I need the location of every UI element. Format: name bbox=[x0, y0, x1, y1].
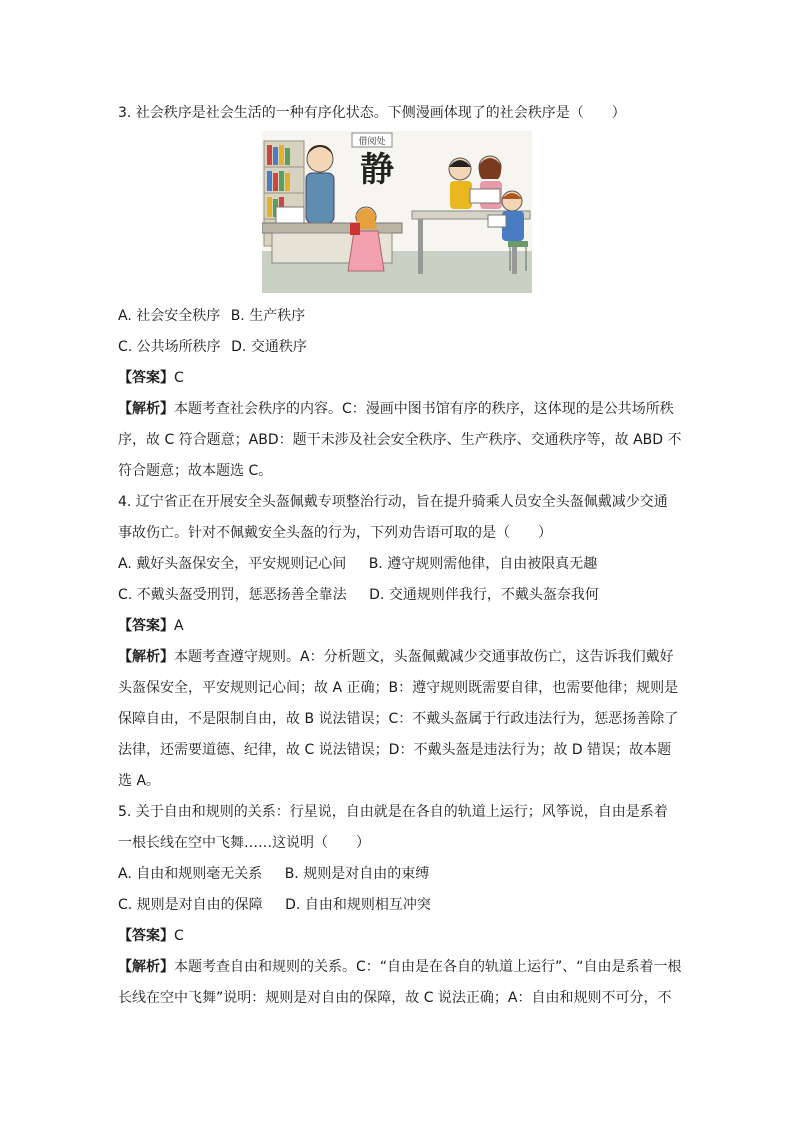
q3-option-d[interactable]: D. 交通秩序 bbox=[231, 339, 307, 355]
answer-value: C bbox=[174, 928, 184, 944]
analysis-line: 符合题意；故本题选 C。 bbox=[118, 463, 273, 479]
q4-stem-line: 4. 辽宁省正在开展安全头盔佩戴专项整治行动，旨在提升骑乘人员安全头盔佩戴减少交通 bbox=[118, 494, 668, 510]
analysis-line: 序，故 C 符合题意；ABD：题干未涉及社会安全秩序、生产秩序、交通秩序等，故 ABD 不 bbox=[118, 432, 682, 448]
analysis-line: 选 A。 bbox=[118, 773, 161, 789]
q5-answer bbox=[118, 921, 678, 952]
q3-stem: 3. 社会秩序是社会生活的一种有序化状态。下侧漫画体现了的社会秩序是（ ） bbox=[118, 105, 626, 121]
q4-option-b[interactable]: B. 遵守规则需他律，自由被限真无趣 bbox=[368, 556, 598, 572]
quiet-character: 静 bbox=[360, 150, 394, 190]
sign-text: 借阅处 bbox=[358, 137, 386, 147]
q4-stem-line: 事故伤亡。针对不佩戴安全头盔的行为，下列劝告语可取的是（ ） bbox=[118, 525, 552, 541]
analysis-tag: 【解析】 bbox=[118, 959, 174, 975]
analysis-tag: 【解析】 bbox=[118, 649, 174, 665]
q3-option-a[interactable]: A. 社会安全秩序 bbox=[118, 308, 221, 324]
q5-options-row-1 bbox=[118, 859, 678, 890]
q5-option-a[interactable]: A. 自由和规则毫无关系 bbox=[118, 866, 263, 882]
q3-answer bbox=[118, 363, 678, 394]
answer-value: A bbox=[174, 618, 184, 634]
q3-option-b[interactable]: B. 生产秩序 bbox=[230, 308, 306, 324]
q4-option-a[interactable]: A. 戴好头盔保安全，平安规则记心间 bbox=[118, 556, 347, 572]
q5-analysis bbox=[118, 952, 682, 1014]
answer-value: C bbox=[174, 370, 184, 386]
analysis-line: 本题考查自由和规则的关系。C：“自由是在各自的轨道上运行”、“自由是系着一根 bbox=[174, 959, 682, 975]
analysis-line: 保障自由，不是限制自由，故 B 说法错误；C：不戴头盔属于行政违法行为，惩恶扬善除了 bbox=[118, 711, 679, 727]
q4-options-row-2 bbox=[118, 580, 678, 611]
q4-option-c[interactable]: C. 不戴头盔受刑罚，惩恶扬善全靠法 bbox=[118, 587, 347, 603]
analysis-line: 头盔保安全，平安规则记心间；故 A 正确；B：遵守规则既需要自律，也需要他律；规则是 bbox=[118, 680, 679, 696]
q3-analysis bbox=[118, 394, 682, 487]
q3-cartoon-image bbox=[262, 131, 532, 293]
answer-tag: 【答案】 bbox=[118, 370, 174, 386]
q3-options-row-2 bbox=[118, 332, 678, 363]
q5-option-d[interactable]: D. 自由和规则相互冲突 bbox=[285, 897, 431, 913]
analysis-line: 本题考查社会秩序的内容。C：漫画中图书馆有序的秩序，这体现的是公共场所秩 bbox=[174, 401, 674, 417]
analysis-tag: 【解析】 bbox=[118, 401, 174, 417]
q5-option-b[interactable]: B. 规则是对自由的束缚 bbox=[284, 866, 430, 882]
analysis-line: 长线在空中飞舞”说明：规则是对自由的保障，故 C 说法正确；A：自由和规则不可分，不 bbox=[118, 990, 672, 1006]
q3-options-row-1 bbox=[118, 301, 678, 332]
q4-option-d[interactable]: D. 交通规则伴我行，不戴头盔奈我何 bbox=[369, 587, 599, 603]
q4-answer bbox=[118, 611, 678, 642]
analysis-line: 本题考查遵守规则。A：分析题文，头盔佩戴减少交通事故伤亡，这告诉我们戴好 bbox=[174, 649, 674, 665]
q3-option-c[interactable]: C. 公共场所秩序 bbox=[118, 339, 221, 355]
analysis-line: 法律，还需要道德、纪律，故 C 说法错误；D：不戴头盔是违法行为；故 D 错误；故本题 bbox=[118, 742, 672, 758]
library-cartoon-illustration bbox=[262, 131, 532, 293]
answer-tag: 【答案】 bbox=[118, 618, 174, 634]
q4-options-row-1 bbox=[118, 549, 678, 580]
q5-stem-line: 5. 关于自由和规则的关系：行星说，自由就是在各自的轨道上运行；风筝说，自由是系着 bbox=[118, 804, 668, 820]
q5-options-row-2 bbox=[118, 890, 678, 921]
q5-option-c[interactable]: C. 规则是对自由的保障 bbox=[118, 897, 263, 913]
q5-stem-line: 一根长线在空中飞舞……这说明（ ） bbox=[118, 835, 370, 851]
q4-analysis bbox=[118, 642, 678, 797]
answer-tag: 【答案】 bbox=[118, 928, 174, 944]
exam-page bbox=[118, 98, 682, 1014]
